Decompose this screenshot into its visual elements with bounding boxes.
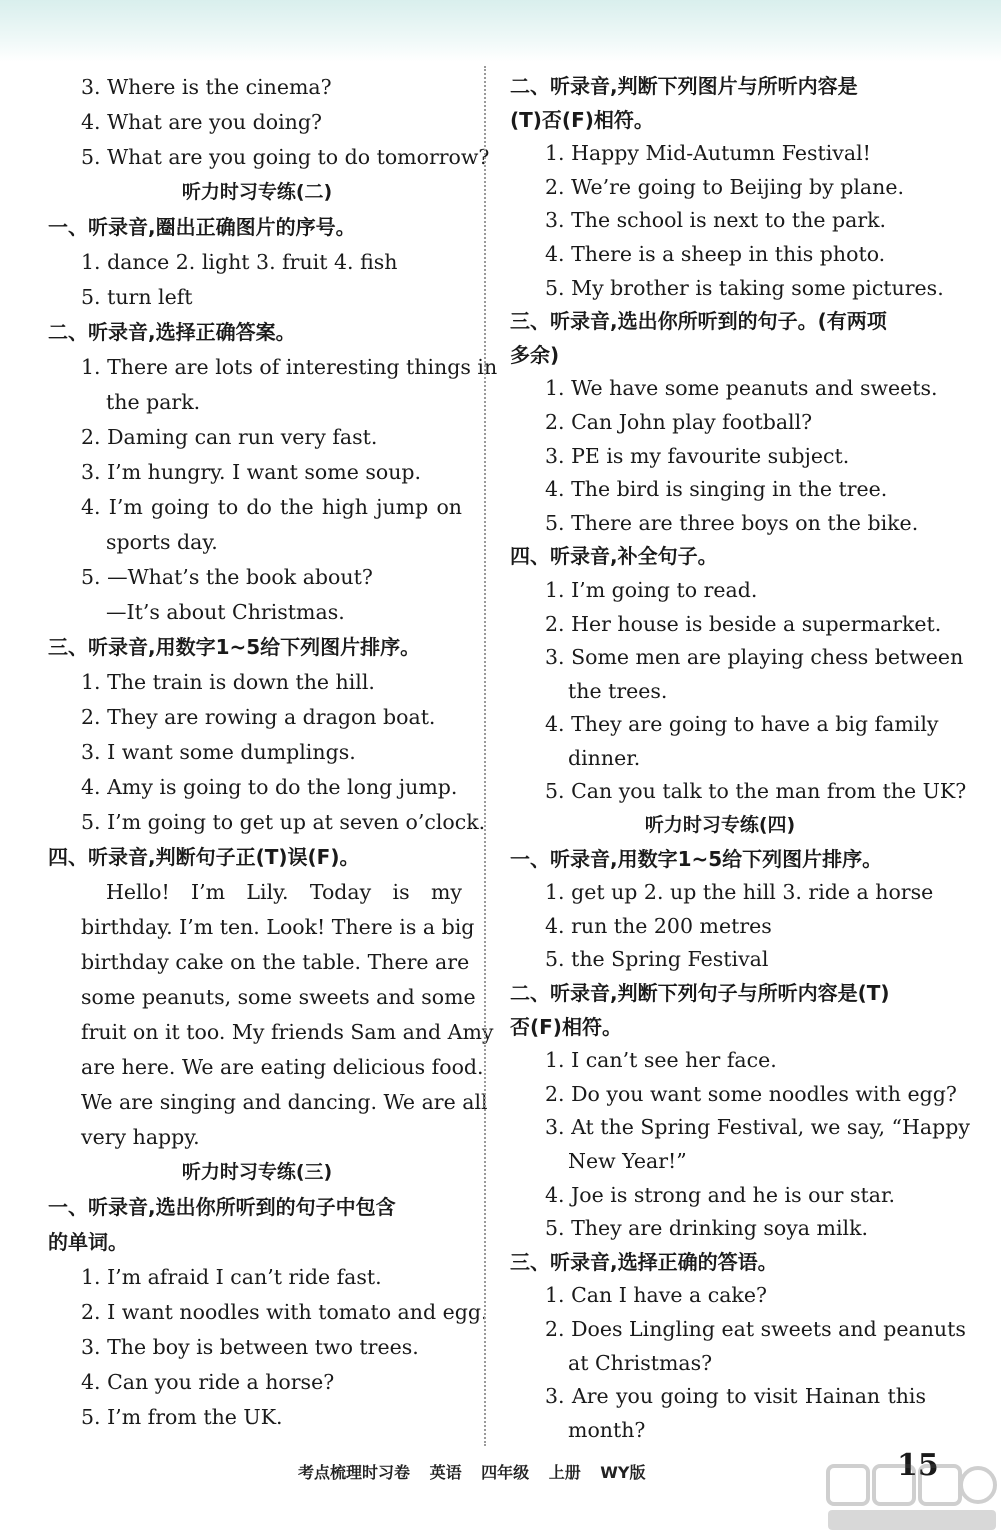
header-band: [0, 0, 1001, 62]
text-line: 1. We have some peanuts and sweets.: [545, 376, 938, 401]
question-heading: 多余): [510, 342, 560, 367]
text-line: 3. Where is the cinema?: [81, 75, 332, 99]
text-line: 3. Some men are playing chess between: [545, 645, 964, 670]
text-line: 3. Are you going to visit Hainan this: [545, 1384, 926, 1409]
question-heading: 一、听录音,圈出正确图片的序号。: [48, 215, 356, 239]
text-line: 1. I can’t see her face.: [545, 1048, 777, 1073]
text-line: 1. get up 2. up the hill 3. ride a horse: [545, 880, 934, 905]
question-heading: 三、听录音,选择正确的答语。: [510, 1249, 778, 1274]
text-line: 3. I want some dumplings.: [81, 740, 356, 764]
question-heading: 的单词。: [48, 1230, 128, 1254]
text-line: 4. Joe is strong and he is our star.: [545, 1182, 896, 1207]
text-line: We are singing and dancing. We are all: [81, 1090, 488, 1114]
question-heading: 一、听录音,选出你所听到的句子中包含: [48, 1195, 396, 1219]
question-heading: 三、听录音,用数字1~5给下列图片排序。: [48, 635, 421, 659]
text-line: 4. run the 200 metres: [545, 913, 772, 938]
text-line: 1. Happy Mid-Autumn Festival!: [545, 141, 871, 166]
text-line: some peanuts, some sweets and some: [81, 985, 476, 1009]
text-line: 4. I’m going to do the high jump on: [81, 495, 462, 519]
text-line: 1. I’m going to read.: [545, 577, 758, 602]
text-line: 1. The train is down the hill.: [81, 670, 375, 694]
text-line: 2. We’re going to Beijing by plane.: [545, 174, 905, 199]
text-line: 5. There are three boys on the bike.: [545, 510, 919, 535]
text-line: 2. Do you want some noodles with egg?: [545, 1081, 957, 1106]
text-line: 1. I’m afraid I can’t ride fast.: [81, 1265, 382, 1289]
text-line: 4. Can you ride a horse?: [81, 1370, 335, 1394]
question-heading: 四、听录音,补全句子。: [510, 544, 718, 569]
section-title: 听力时习专练(四): [644, 814, 796, 837]
text-line: sports day.: [106, 530, 218, 554]
text-line: 4. What are you doing?: [81, 110, 322, 134]
question-heading: 一、听录音,用数字1~5给下列图片排序。: [510, 846, 883, 871]
text-line: birthday cake on the table. There are: [81, 950, 470, 974]
question-heading: 二、听录音,判断下列图片与所听内容是: [510, 74, 858, 98]
text-line: New Year!”: [568, 1149, 687, 1173]
text-line: 5. —What’s the book about?: [81, 565, 373, 589]
text-line: fruit on it too. My friends Sam and Amy: [81, 1020, 494, 1044]
text-line: 5. I’m from the UK.: [81, 1405, 283, 1429]
text-line: 5. I’m going to get up at seven o’clock.: [81, 810, 486, 834]
question-heading: 三、听录音,选出你所听到的句子。(有两项: [510, 309, 887, 334]
section-title: 听力时习专练(二): [181, 181, 333, 203]
text-line: 1. Can I have a cake?: [545, 1283, 767, 1308]
text-line: dinner.: [568, 745, 641, 770]
text-line: the trees.: [568, 678, 668, 703]
text-line: 5. What are you going to do tomorrow?: [81, 145, 490, 169]
text-line: 3. At the Spring Festival, we say, “Happy: [545, 1115, 970, 1140]
text-line: 1. There are lots of interesting things in: [81, 355, 498, 379]
page-footer: [0, 1450, 1001, 1536]
question-heading: 二、听录音,判断下列句子与所听内容是(T): [510, 981, 890, 1006]
text-line: 5. Can you talk to the man from the UK?: [545, 779, 967, 804]
left-column: [48, 70, 498, 1435]
text-line: 1. dance 2. light 3. fruit 4. fish: [81, 250, 398, 274]
question-heading: 否(F)相符。: [510, 1014, 622, 1039]
text-line: 5. turn left: [81, 285, 193, 309]
watermark-logo-icon: [826, 1462, 998, 1534]
text-line: 3. I’m hungry. I want some soup.: [81, 460, 422, 484]
text-line: 5. They are drinking soya milk.: [545, 1216, 869, 1241]
text-line: month?: [568, 1417, 646, 1442]
question-heading: 二、听录音,选择正确答案。: [48, 320, 296, 344]
text-line: 2. Her house is beside a supermarket.: [545, 611, 942, 636]
text-line: 5. My brother is taking some pictures.: [545, 275, 944, 300]
footer-book-info: 考点梳理时习卷 英语 四年级 上册 WY版: [298, 1463, 646, 1482]
right-column: [510, 70, 970, 1447]
text-line: 4. The bird is singing in the tree.: [545, 477, 888, 502]
text-line: 2. Can John play football?: [545, 409, 813, 434]
text-line: 2. I want noodles with tomato and egg.: [81, 1300, 488, 1324]
text-line: the park.: [106, 390, 201, 414]
text-line: 4. They are going to have a big family: [545, 712, 939, 737]
question-heading: 四、听录音,判断句子正(T)误(F)。: [48, 845, 360, 869]
text-line: birthday. I’m ten. Look! There is a big: [81, 915, 475, 939]
column-divider: [484, 66, 486, 1446]
question-heading: (T)否(F)相符。: [510, 107, 654, 132]
text-line: 3. PE is my favourite subject.: [545, 443, 850, 468]
text-line: are here. We are eating delicious food.: [81, 1055, 484, 1079]
text-line: at Christmas?: [568, 1350, 713, 1375]
text-line: 2. Daming can run very fast.: [81, 425, 378, 449]
text-line: very happy.: [81, 1125, 200, 1149]
text-line: 5. the Spring Festival: [545, 947, 769, 972]
text-line: 2. They are rowing a dragon boat.: [81, 705, 436, 729]
text-line: 3. The school is next to the park.: [545, 208, 887, 233]
text-line: 4. Amy is going to do the long jump.: [81, 775, 458, 799]
text-line: 4. There is a sheep in this photo.: [545, 241, 886, 266]
text-line: Hello! I’m Lily. Today is my: [106, 880, 462, 904]
section-title: 听力时习专练(三): [181, 1161, 333, 1183]
text-line: 3. The boy is between two trees.: [81, 1335, 419, 1359]
text-line: 2. Does Lingling eat sweets and peanuts: [545, 1316, 966, 1341]
page-number: 15: [897, 1448, 939, 1483]
text-line: —It’s about Christmas.: [106, 600, 345, 624]
